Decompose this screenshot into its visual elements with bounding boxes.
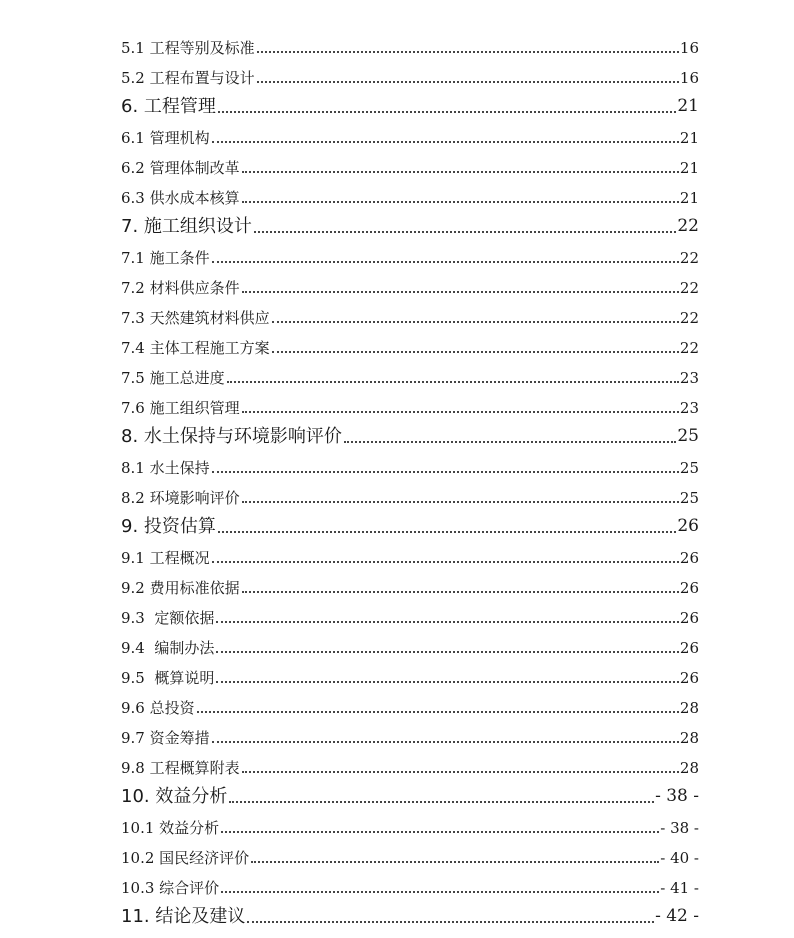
toc-section-entry[interactable]: [121, 240, 699, 270]
toc-section-entry[interactable]: [121, 360, 699, 390]
dot-leader: [242, 411, 679, 413]
dot-leader: [218, 531, 676, 533]
dot-leader: [247, 921, 654, 923]
toc-entry-label: 7.3 天然建筑材料供应: [121, 309, 270, 327]
toc-page-number: 16: [679, 69, 699, 87]
toc-entry-label: 9.8 工程概算附表: [121, 759, 240, 777]
toc-entry-label: 6.3 供水成本核算: [121, 189, 240, 207]
toc-chapter-entry[interactable]: [121, 210, 699, 240]
toc-page-number: 21: [679, 129, 699, 147]
dot-leader: [242, 771, 679, 773]
toc-page-number: 26: [679, 579, 699, 597]
toc-page-number: 26: [679, 609, 699, 627]
dot-leader: [257, 51, 679, 53]
dot-leader: [212, 141, 679, 143]
toc-entry-label: 7.6 施工组织管理: [121, 399, 240, 417]
toc-section-entry[interactable]: [121, 540, 699, 570]
dot-leader: [242, 591, 679, 593]
dot-leader: [212, 471, 679, 473]
toc-page-number: 26: [679, 639, 699, 657]
toc-page-number: 21: [679, 189, 699, 207]
toc-entry-label: 9.4 编制办法: [121, 639, 215, 657]
toc-section-entry[interactable]: [121, 630, 699, 660]
dot-leader: [229, 801, 654, 803]
toc-entry-label: 5.1 工程等别及标准: [121, 39, 255, 57]
dot-leader: [212, 561, 679, 563]
toc-section-entry[interactable]: [121, 150, 699, 180]
dot-leader: [254, 231, 676, 233]
dot-leader: [242, 171, 679, 173]
toc-section-entry[interactable]: [121, 720, 699, 750]
toc-page-number: 28: [679, 729, 699, 747]
dot-leader: [242, 291, 679, 293]
toc-entry-label: 10.3 综合评价: [121, 879, 220, 897]
toc-section-entry[interactable]: [121, 300, 699, 330]
toc-entry-label: 8.1 水土保持: [121, 459, 210, 477]
toc-section-entry[interactable]: [121, 750, 699, 780]
toc-entry-label: 7.1 施工条件: [121, 249, 210, 267]
toc-page-number: - 42 -: [655, 906, 699, 926]
dot-leader: [216, 621, 679, 623]
dot-leader: [221, 891, 659, 893]
toc-page-number: 28: [679, 759, 699, 777]
toc-section-entry[interactable]: [121, 180, 699, 210]
toc-entry-label: 9.3 定额依据: [121, 609, 215, 627]
toc-section-entry[interactable]: [121, 390, 699, 420]
toc-page-number: 22: [679, 279, 699, 297]
toc-section-entry[interactable]: [121, 120, 699, 150]
toc-chapter-entry[interactable]: [121, 420, 699, 450]
toc-page-number: - 38 -: [655, 786, 699, 806]
toc-entry-label: 10.2 国民经济评价: [121, 849, 250, 867]
toc-section-entry[interactable]: [121, 660, 699, 690]
toc-chapter-entry[interactable]: [121, 90, 699, 120]
dot-leader: [257, 81, 679, 83]
toc-entry-label: 6.2 管理体制改革: [121, 159, 240, 177]
dot-leader: [242, 201, 679, 203]
toc-entry-label: 7.5 施工总进度: [121, 369, 225, 387]
toc-page-number: 23: [679, 369, 699, 387]
dot-leader: [344, 441, 676, 443]
toc-page-number: 22: [679, 309, 699, 327]
toc-entry-label: 9.6 总投资: [121, 699, 195, 717]
toc-page-number: 26: [677, 516, 699, 536]
toc-entry-label: 11. 结论及建议: [121, 906, 246, 927]
toc-page-number: 26: [679, 549, 699, 567]
dot-leader: [221, 831, 659, 833]
dot-leader: [212, 261, 679, 263]
toc-section-entry[interactable]: [121, 840, 699, 870]
dot-leader: [218, 111, 676, 113]
toc-entry-label: 10.1 效益分析: [121, 819, 220, 837]
dot-leader: [212, 741, 679, 743]
toc-page-number: 23: [679, 399, 699, 417]
toc-entry-label: 9.5 概算说明: [121, 669, 215, 687]
toc-section-entry[interactable]: [121, 480, 699, 510]
toc-page-number: 25: [679, 459, 699, 477]
toc-page-number: 26: [679, 669, 699, 687]
toc-page-number: 22: [679, 249, 699, 267]
toc-section-entry[interactable]: [121, 30, 699, 60]
toc-entry-label: 7.4 主体工程施工方案: [121, 339, 270, 357]
toc-entry-label: 8.2 环境影响评价: [121, 489, 240, 507]
toc-page-number: 22: [679, 339, 699, 357]
dot-leader: [227, 381, 679, 383]
toc-page-number: - 41 -: [660, 879, 699, 897]
toc-entry-label: 6. 工程管理: [121, 96, 216, 117]
toc-page-number: 22: [677, 216, 699, 236]
toc-entry-label: 9. 投资估算: [121, 516, 216, 537]
table-of-contents: [121, 30, 699, 930]
toc-page-number: - 38 -: [660, 819, 699, 837]
dot-leader: [216, 651, 679, 653]
toc-entry-label: 9.7 资金筹措: [121, 729, 210, 747]
dot-leader: [272, 351, 679, 353]
toc-section-entry[interactable]: [121, 690, 699, 720]
toc-entry-label: 10. 效益分析: [121, 786, 228, 807]
toc-page-number: 21: [677, 96, 699, 116]
dot-leader: [216, 681, 679, 683]
toc-entry-label: 7. 施工组织设计: [121, 216, 252, 237]
toc-section-entry[interactable]: [121, 600, 699, 630]
dot-leader: [272, 321, 679, 323]
toc-entry-label: 5.2 工程布置与设计: [121, 69, 255, 87]
toc-entry-label: 9.1 工程概况: [121, 549, 210, 567]
toc-entry-label: 9.2 费用标准依据: [121, 579, 240, 597]
toc-page-number: 28: [679, 699, 699, 717]
toc-section-entry[interactable]: [121, 870, 699, 900]
toc-page-number: 16: [679, 39, 699, 57]
toc-page-number: 25: [677, 426, 699, 446]
toc-section-entry[interactable]: [121, 810, 699, 840]
toc-page-number: - 40 -: [660, 849, 699, 867]
toc-chapter-entry[interactable]: [121, 900, 699, 930]
toc-entry-label: 7.2 材料供应条件: [121, 279, 240, 297]
toc-section-entry[interactable]: [121, 270, 699, 300]
toc-entry-label: 6.1 管理机构: [121, 129, 210, 147]
toc-section-entry[interactable]: [121, 330, 699, 360]
toc-chapter-entry[interactable]: [121, 510, 699, 540]
dot-leader: [251, 861, 659, 863]
toc-entry-label: 8. 水土保持与环境影响评价: [121, 426, 342, 447]
toc-section-entry[interactable]: [121, 60, 699, 90]
dot-leader: [242, 501, 679, 503]
toc-section-entry[interactable]: [121, 570, 699, 600]
dot-leader: [197, 711, 679, 713]
toc-page-number: 21: [679, 159, 699, 177]
toc-section-entry[interactable]: [121, 450, 699, 480]
toc-page-number: 25: [679, 489, 699, 507]
toc-chapter-entry[interactable]: [121, 780, 699, 810]
